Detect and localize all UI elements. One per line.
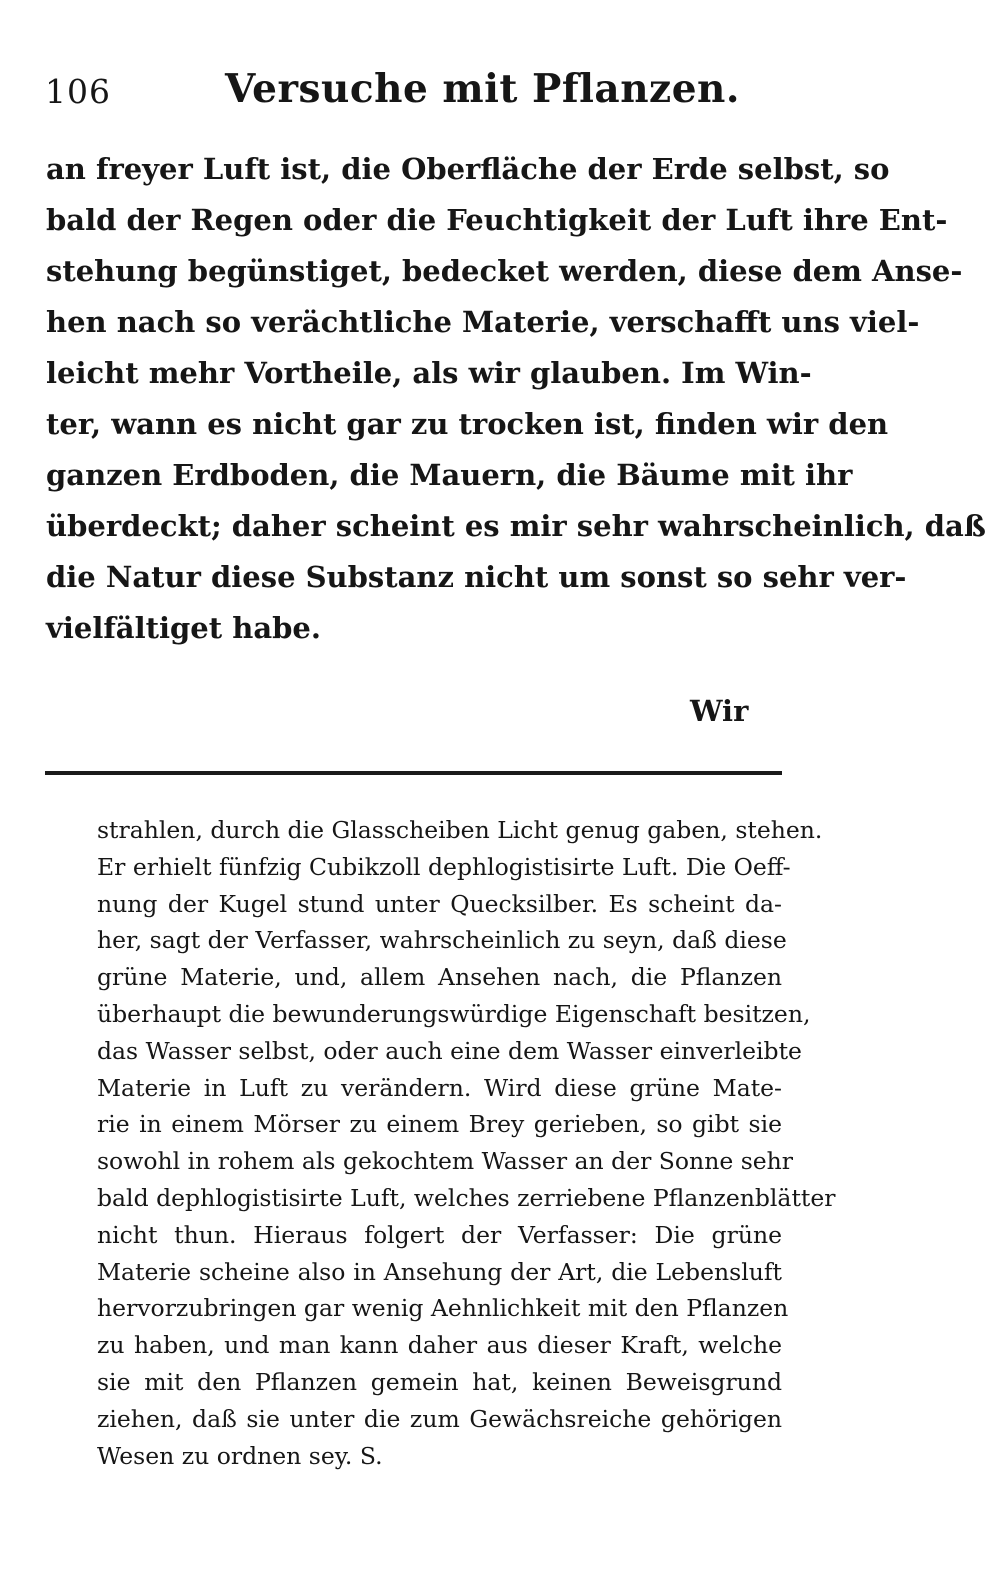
footnote-line: bald dephlogistisirte Luft, welches zerriebene Pflanzenblätter [97,1183,836,1212]
text-line: überdeckt; daher scheint es mir sehr wahrscheinlich, daß [46,509,986,543]
footnote-line: Materie scheine also in Ansehung der Art, die Lebensluft [97,1257,782,1286]
footnote-line: sowohl in rohem als gekochtem Wasser an der Sonne sehr [97,1147,794,1176]
footnote-line: zu haben, und man kann daher aus dieser Kraft, welche [97,1331,782,1360]
footnote-line: das Wasser selbst, oder auch eine dem Wasser einverleibte [97,1036,802,1065]
text-line: stehung begünstiget, bedecket werden, diese dem Anse- [46,254,963,288]
text-line: bald der Regen oder die Feuchtigkeit der Luft ihre Ent- [46,203,948,237]
footnote-line: her, sagt der Verfasser, wahrscheinlich zu seyn, daß diese [97,926,787,955]
text-line: ter, wann es nicht gar zu trocken ist, finden wir den [46,407,889,441]
text-line: die Natur diese Substanz nicht um sonst so sehr ver- [46,560,907,594]
footnote-line: überhaupt die bewunderungswürdige Eigenschaft besitzen, [97,999,811,1028]
catchword: Wir [690,694,749,728]
text-line: vielfältiget habe. [46,611,321,645]
footnote-line: strahlen, durch die Glasscheiben Licht genug gaben, stehen. [97,816,823,844]
footnote-line: Materie in Luft zu verändern. Wird diese grüne Mate- [97,1073,782,1102]
footnote-line: nicht thun. Hieraus folgert der Verfasser: Die grüne [97,1220,782,1249]
footnote-line: Wesen zu ordnen sey. S. [97,1441,383,1470]
footnote-block [97,812,836,1474]
running-title: Versuche mit Pflanzen. [225,66,740,112]
footnote-divider [45,771,782,775]
text-line: an freyer Luft ist, die Oberfläche der Erde selbst, so [46,152,890,186]
footnote-line: grüne Materie, und, allem Ansehen nach, die Pflanzen [97,963,782,992]
footnote-line: hervorzubringen gar wenig Aehnlichkeit mit den Pflanzen [97,1294,789,1323]
text-line: ganzen Erdboden, die Mauern, die Bäume mit ihr [46,458,853,492]
footnote-line: Er erhielt fünfzig Cubikzoll dephlogistisirte Luft. Die Oeff- [97,852,791,881]
main-text-block [46,144,986,654]
text-line: leicht mehr Vortheile, als wir glauben. Im Win- [46,356,812,390]
page-header [45,66,785,122]
footnote-line: ziehen, daß sie unter die zum Gewächsreiche gehörigen [97,1404,782,1433]
footnote-line: rie in einem Mörser zu einem Brey gerieben, so gibt sie [97,1110,782,1139]
footnote-line: nung der Kugel stund unter Quecksilber. Es scheint da- [97,889,782,918]
footnote-line: sie mit den Pflanzen gemein hat, keinen Beweisgrund [97,1367,782,1396]
text-line: hen nach so verächtliche Materie, verschafft uns viel- [46,305,920,339]
page-number: 106 [45,72,111,111]
